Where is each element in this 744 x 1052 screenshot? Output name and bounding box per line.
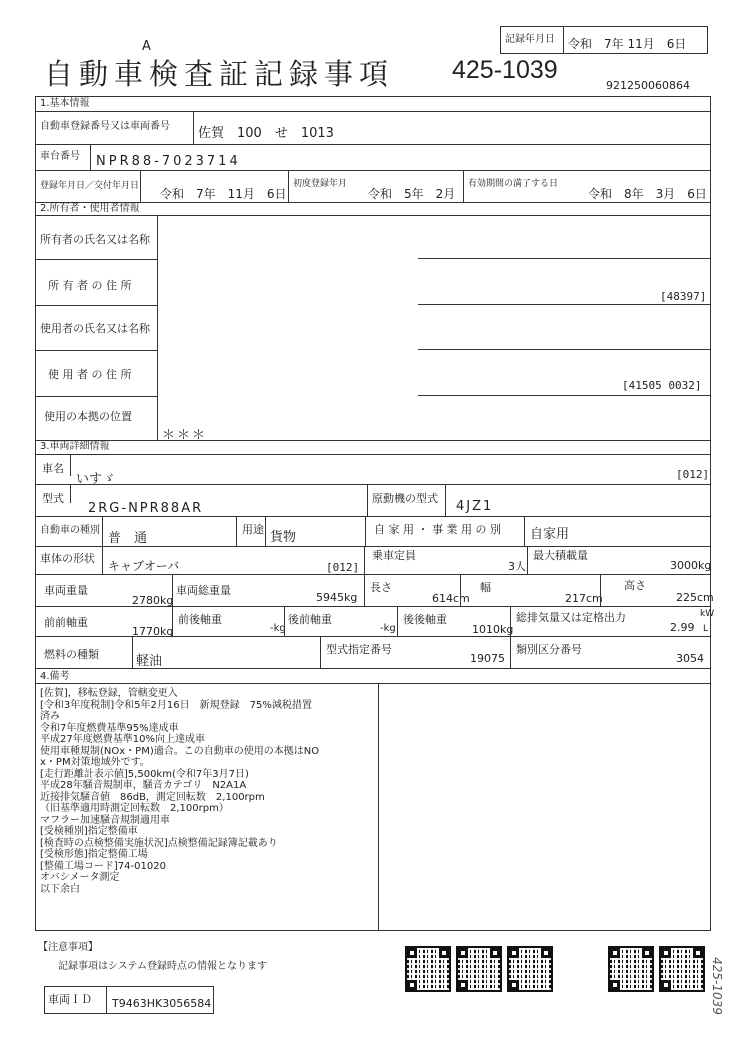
notice-heading: 【注意事項】 (38, 942, 98, 953)
remarks-line: 済み (40, 711, 60, 722)
purpose-label: 自 家 用 ・ 事 業 用 の 別 (374, 523, 501, 536)
remarks-block (40, 688, 376, 895)
remarks-line: [走行距離計表示値]5,500km(令和7年3月7日) (40, 768, 249, 780)
remarks-line: x・PM対策地域外です。 (40, 757, 150, 768)
remarks-line: 平成27年度燃費基準10%向上達成車 (40, 734, 205, 745)
handwritten-side-note: 425-1039 (709, 957, 724, 1015)
engine-value: 4JZ1 (456, 499, 494, 514)
remarks-line: 近接排気騒音値 86dB，測定回転数 2,100rpm (40, 791, 265, 803)
base-location-value: ＊＊＊ (162, 428, 208, 443)
length-value: 614cm (432, 592, 470, 605)
remarks-line: [受検形態]指定整備工場 (40, 849, 148, 860)
vehicle-id-value: T9463HK3056584 (112, 997, 212, 1010)
maker-value: いすゞ (76, 472, 116, 487)
fr-axle-value: -kg (270, 623, 286, 634)
qr-code-icon (507, 946, 553, 992)
ff-axle-value: 1770kg (132, 625, 174, 638)
width-label: 幅 (480, 581, 491, 594)
qr-code-icon (456, 946, 502, 992)
notice-text: 記録事項はシステム登録時点の情報となります (58, 961, 267, 972)
ff-axle-label: 前前軸重 (44, 616, 88, 629)
fuel-value: 軽油 (136, 654, 163, 669)
remarks-line: 使用車種規制(NOx・PM)適合。この自動車の使用の本拠はNO (40, 745, 320, 757)
purpose-value: 自家用 (530, 527, 570, 542)
max-load-value: 3000kg (670, 559, 712, 572)
expiry-label: 有効期間の満了する日 (468, 179, 559, 189)
displacement-unit-l: L (703, 624, 709, 634)
reg-no-label: 自動車登録番号又は車両番号 (40, 121, 170, 132)
rr-axle-value: 1010kg (472, 623, 514, 636)
displacement-value: 2.99 (670, 621, 695, 634)
remarks-line: [受検種別]指定整備車 (40, 826, 138, 837)
reg-date-value: 令和 7年 11月 6日 (160, 187, 287, 201)
user-address-label: 使 用 者 の 住 所 (48, 368, 132, 381)
vehicle-weight-value: 2780kg (132, 594, 174, 607)
width-value: 217cm (565, 592, 603, 605)
remarks-line: マフラー加速騒音規制適用車 (40, 814, 170, 826)
length-label: 長さ (370, 581, 392, 594)
rf-axle-value: -kg (380, 623, 396, 634)
gross-weight-label: 車両総重量 (176, 584, 231, 597)
record-date-value: 令和 7年 11月 6日 (568, 37, 687, 51)
section1-heading: 1.基本情報 (40, 98, 90, 109)
first-reg-value: 令和 5年 2月 (368, 187, 456, 201)
capacity-label: 乗車定員 (372, 549, 416, 562)
document-number: 921250060864 (606, 79, 690, 92)
height-label: 高さ (624, 579, 646, 592)
reg-date-label: 登録年月日／交付年月日 (40, 181, 140, 191)
maker-code: [012] (676, 468, 710, 481)
gross-weight-value: 5945kg (316, 591, 358, 604)
remarks-line: [整備工場コード]74-01020 (40, 860, 166, 872)
rf-axle-label: 後前軸重 (288, 613, 332, 626)
model-value: 2RG-NPR88AR (88, 501, 204, 516)
reg-no-value: 佐賀 100 せ 1013 (198, 126, 334, 141)
vehicle-kind-label: 自動車の種別 (40, 525, 100, 536)
remarks-line: [令和3年度税制]令和5年2月16日 新規登録 75%減税措置 (40, 699, 312, 711)
vehicle-weight-label: 車両重量 (44, 584, 88, 597)
displacement-unit-kw: kW (700, 609, 715, 619)
type-no-value: 19075 (470, 652, 505, 665)
owner-address-label: 所 有 者 の 住 所 (48, 279, 132, 292)
qr-code-icon (659, 946, 705, 992)
remarks-line: オバシメータ測定 (40, 872, 120, 883)
model-label: 型式 (42, 492, 64, 505)
plate-number: 425-1039 (452, 56, 558, 84)
chassis-value: NPR88-7023714 (96, 154, 241, 169)
expiry-value: 令和 8年 3月 6日 (588, 187, 707, 201)
rr-axle-label: 後後軸重 (403, 613, 447, 626)
vehicle-id-label: 車両ＩＤ (48, 993, 92, 1006)
chassis-label: 車台番号 (40, 151, 80, 162)
remarks-line: 以下余白 (40, 883, 80, 895)
body-shape-value: キャブオーバ (108, 559, 180, 573)
body-shape-label: 車体の形状 (40, 552, 95, 565)
first-reg-label: 初度登録年月 (293, 179, 348, 189)
remarks-line: [佐賀]，移転登録，管轄変更入 (40, 688, 178, 699)
remarks-line: 平成28年騒音規制車，騒音カテゴリ N2A1A (40, 780, 247, 791)
vehicle-kind-value: 普 通 (108, 531, 148, 546)
use-value: 貨物 (270, 530, 297, 545)
remarks-line: 令和7年度燃費基準95%達成車 (40, 722, 179, 734)
fuel-label: 燃料の種類 (44, 648, 99, 661)
body-shape-code: [012] (326, 561, 360, 574)
section4-heading: 4.備考 (40, 671, 70, 682)
qr-code-icon (608, 946, 654, 992)
owner-address-code: [48397] (660, 290, 707, 303)
category-no-value: 3054 (676, 652, 704, 665)
type-no-label: 型式指定番号 (326, 643, 392, 656)
engine-label: 原動機の型式 (372, 492, 438, 505)
height-value: 225cm (676, 591, 714, 604)
max-load-label: 最大積載量 (533, 549, 588, 562)
category-no-label: 類別区分番号 (516, 643, 582, 656)
user-address-code: [41505 0032] (622, 379, 702, 392)
use-label: 用途 (242, 523, 264, 536)
remarks-line: （旧基準適用時測定回転数 2,100rpm） (40, 803, 229, 814)
displacement-label: 総排気量又は定格出力 (516, 611, 626, 624)
qr-code-icon (405, 946, 451, 992)
owner-name-label: 所有者の氏名又は名称 (40, 233, 150, 246)
base-location-label: 使用の本拠の位置 (44, 410, 132, 423)
record-date-label: 記録年月日 (505, 34, 555, 45)
header-mark: A (142, 39, 151, 54)
remarks-line: [検査時の点検整備実施状況]点検整備記録簿記載あり (40, 837, 278, 849)
fr-axle-label: 前後軸重 (178, 613, 222, 626)
section2-heading: 2.所有者・使用者情報 (40, 203, 140, 214)
section3-heading: 3.車両詳細情報 (40, 441, 110, 452)
capacity-value: 3人 (508, 560, 526, 573)
document-title: 自動車検査証記録事項 (44, 57, 395, 91)
user-name-label: 使用者の氏名又は名称 (40, 322, 150, 335)
maker-label: 車名 (42, 462, 64, 475)
